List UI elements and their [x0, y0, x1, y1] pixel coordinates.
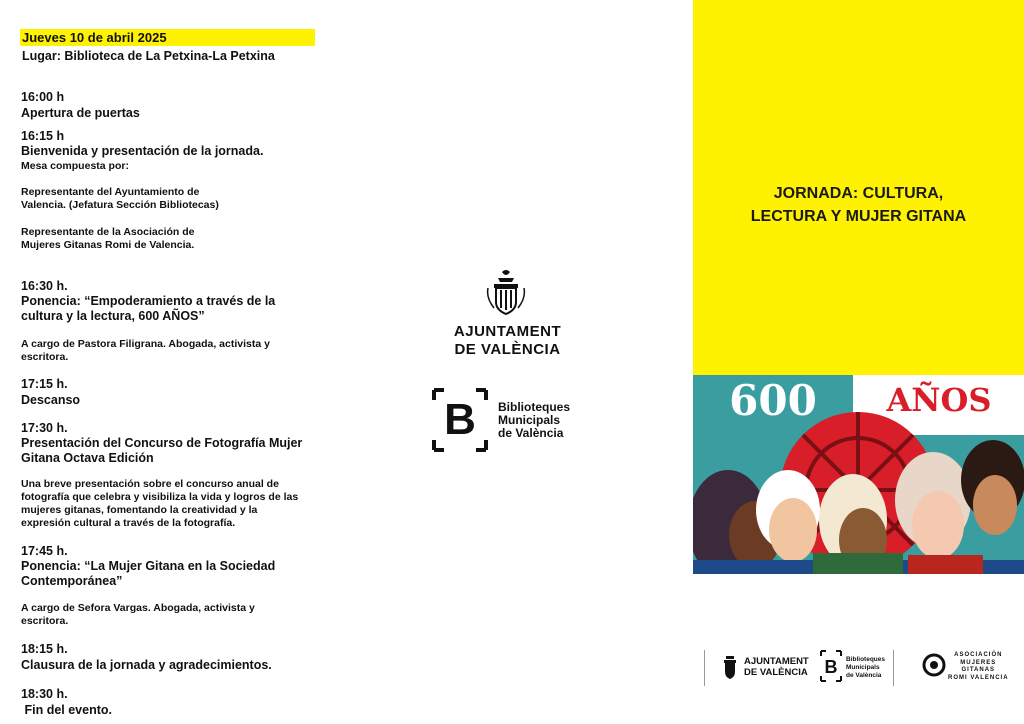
item-title: Descanso [21, 393, 81, 407]
cover-title [693, 182, 1024, 228]
event-date: Jueves 10 de abril 2025 [20, 29, 315, 46]
romi-name [948, 652, 1009, 682]
item-note: Representante de la Asociación de [21, 226, 195, 238]
item-title: Fin del evento. [21, 703, 112, 717]
bib-small-line: Municipals [846, 664, 880, 671]
cover-title-line: JORNADA: CULTURA, [773, 185, 944, 202]
bib-small-line: de València [846, 672, 882, 679]
item-title: Clausura de la jornada y agradecimientos. [21, 658, 272, 672]
valencia-crest-small-icon [720, 652, 740, 680]
poster-number: 600 [729, 376, 817, 425]
romi-logo-icon [922, 653, 946, 677]
bibliotecas-small-name [846, 656, 885, 680]
bibliotecas-name [498, 401, 570, 440]
item-note: Valencia. (Jefatura Sección Bibliotecas) [21, 199, 219, 211]
item-note: Representante del Ayuntamiento de [21, 186, 200, 198]
item-subtitle: Mesa compuesta por: [21, 160, 129, 172]
bib-line: de València [498, 426, 564, 440]
poster-illustration [693, 375, 1024, 574]
item-note: escritora. [21, 351, 69, 363]
time-1630: 16:30 h. [21, 279, 68, 293]
ajuntament-small-name [744, 656, 809, 678]
time-1745: 17:45 h. [21, 544, 68, 558]
poster-word: AÑOS [886, 381, 992, 419]
romi-line: ROMI VALENCIA [948, 674, 1009, 681]
item-note: A cargo de Sefora Vargas. Abogada, activista y [21, 602, 255, 614]
romi-line: GITANAS [961, 667, 996, 673]
ajuntament-line: AJUNTAMENT [453, 323, 562, 340]
item-note: expresión cultural a través de la fotografía. [21, 517, 236, 529]
valencia-crest-icon [484, 268, 528, 318]
separator [704, 650, 705, 686]
cover-title-line: LECTURA Y MUJER GITANA [750, 208, 967, 225]
bibliotecas-letter: B [444, 395, 476, 444]
item-note: Mujeres Gitanas Romi de Valencia. [21, 239, 195, 251]
separator [893, 650, 894, 686]
item-title: Bienvenida y presentación de la jornada. [21, 144, 264, 158]
ajuntament-small-line: DE VALÈNCIA [744, 667, 808, 678]
item-title: cultura y la lectura, 600 AÑOS” [21, 309, 205, 323]
item-note: Una breve presentación sobre el concurso anual de [21, 478, 279, 490]
time-1815: 18:15 h. [21, 642, 68, 656]
item-note: escritora. [21, 615, 69, 627]
time-1600: 16:00 h [21, 90, 65, 104]
item-title: Apertura de puertas [21, 106, 140, 120]
item-title: Contemporánea” [21, 574, 123, 588]
romi-line: MUJERES [960, 659, 997, 666]
ajuntament-small-line: AJUNTAMENT [744, 656, 809, 667]
svg-text:B: B [824, 657, 838, 677]
item-title: Ponencia: “Empoderamiento a través de la [21, 294, 276, 308]
bib-small-line: Biblioteques [846, 656, 886, 663]
romi-line: ASOCIACIÓN [954, 652, 1003, 658]
event-place: Lugar: Biblioteca de La Petxina-La Petxina [22, 49, 275, 63]
bib-line: Municipals [498, 413, 561, 427]
bib-line: Biblioteques [498, 400, 571, 414]
time-1715: 17:15 h. [21, 377, 68, 391]
item-title: Presentación del Concurso de Fotografía Mujer [21, 436, 303, 450]
bibliotecas-small-icon [820, 650, 842, 682]
item-note: fotografía que celebra y visibiliza la vida y logros de las [21, 491, 299, 503]
time-1830: 18:30 h. [21, 687, 68, 701]
item-note: A cargo de Pastora Filigrana. Abogada, activista y [21, 338, 270, 350]
ajuntament-name [440, 323, 575, 359]
item-title: Ponencia: “La Mujer Gitana en la Sociedad [21, 559, 276, 573]
item-title: Gitana Octava Edición [21, 451, 154, 465]
item-note: mujeres gitanas, fomentando la creatividad y la [21, 504, 258, 516]
ajuntament-line: DE VALÈNCIA [454, 341, 561, 358]
time-1730: 17:30 h. [21, 421, 68, 435]
time-1615: 16:15 h [21, 129, 65, 143]
